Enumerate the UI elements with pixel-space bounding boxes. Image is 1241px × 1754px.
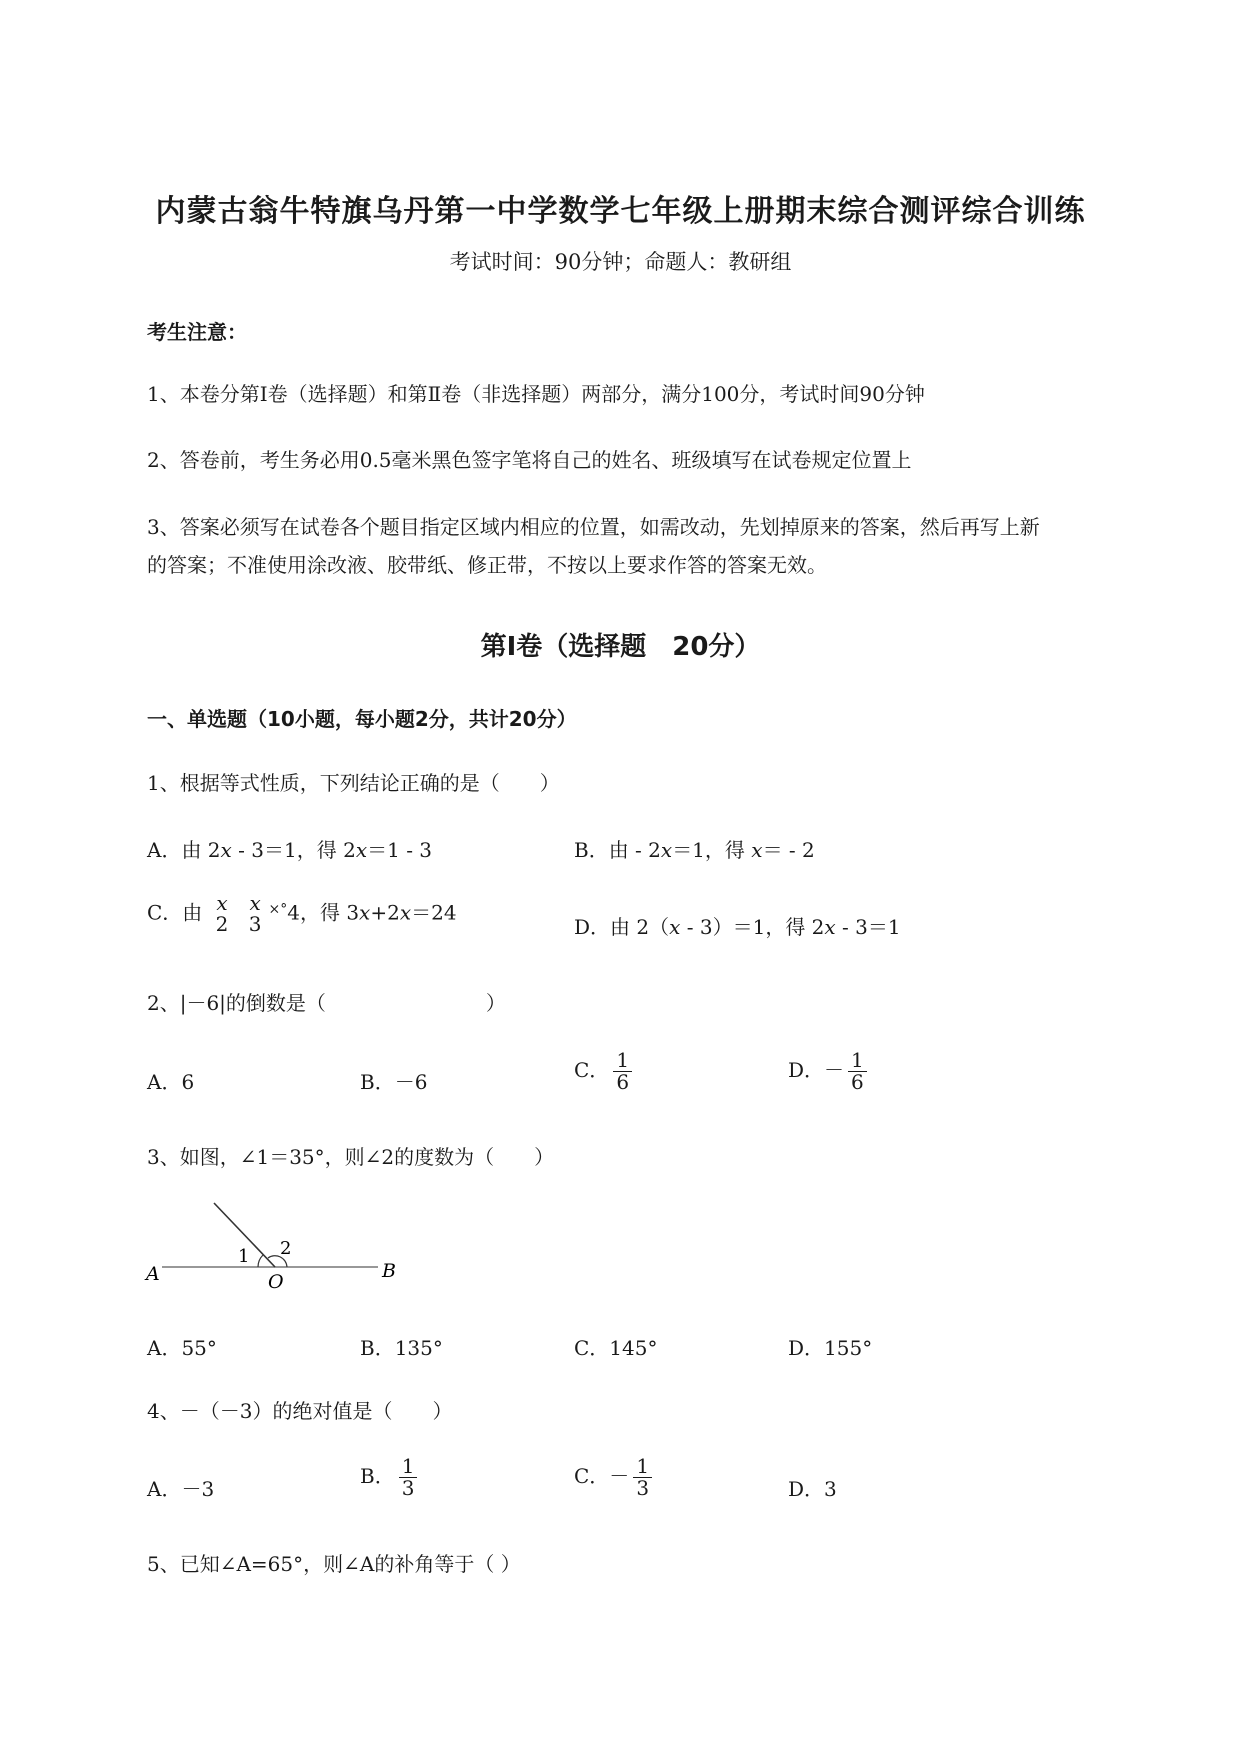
- angle-1-arc: [258, 1255, 263, 1267]
- label-angle-1: 1: [238, 1246, 250, 1267]
- q2-option-b: B．－6: [360, 1070, 428, 1094]
- q2-option-c: C． $\frac{1}{6}$: [574, 1050, 636, 1093]
- q4-option-a: A．－3: [147, 1477, 215, 1501]
- notice-item-3: 3、答案必须写在试卷各个题目指定区域内相应的位置，如需改动，先划掉原来的答案，然后再写上新: [147, 515, 1040, 539]
- question-1-stem: 1、根据等式性质，下列结论正确的是（ ）: [147, 771, 560, 795]
- question-4-stem: 4、－（－3）的绝对值是（ ）: [147, 1399, 453, 1423]
- fraction: $\frac{1}{6}$: [613, 1050, 632, 1093]
- angle-figure: [140, 1195, 410, 1295]
- part-heading: 一、单选题（10小题，每小题2分，共计20分）: [147, 707, 577, 731]
- q3-option-a: A．55°: [147, 1336, 217, 1360]
- question-3-stem: 3、如图，∠1＝35°，则∠2的度数为（ ）: [147, 1145, 555, 1169]
- notice-item-1: 1、本卷分第Ⅰ卷（选择题）和第Ⅱ卷（非选择题）两部分，满分100分，考试时间90分钟: [147, 382, 925, 406]
- q4-option-b: B． $\frac{1}{3}$: [360, 1456, 421, 1499]
- q4-option-c: C．－ $\frac{1}{3}$: [574, 1456, 656, 1499]
- garbled-symbol: ×°: [268, 901, 288, 918]
- q3-option-b: B．135°: [360, 1336, 443, 1360]
- q1-option-b: B．由 - 2x＝1，得 x＝ - 2: [574, 838, 815, 862]
- question-2-stem: 2、|－6|的倒数是（ ）: [147, 991, 506, 1015]
- label-b: B: [382, 1260, 396, 1282]
- fraction: $\frac{1}{6}$: [848, 1050, 867, 1093]
- label-angle-2: 2: [280, 1238, 292, 1259]
- fraction: x 3: [248, 891, 262, 936]
- section-title: 第Ⅰ卷（选择题 20分）: [480, 632, 761, 662]
- q1-option-c: C．由 x 2 x 3 ×°4，得 3x+2x＝24: [147, 891, 457, 936]
- label-a: A: [146, 1263, 160, 1285]
- notice-item-2: 2、答卷前，考生务必用0.5毫米黑色签字笔将自己的姓名、班级填写在试卷规定位置上: [147, 448, 912, 472]
- q4-option-d: D．3: [788, 1477, 837, 1501]
- notice-heading: 考生注意：: [147, 320, 247, 344]
- label-o: O: [268, 1271, 284, 1293]
- exam-subtitle: 考试时间：90分钟；命题人：教研组: [449, 250, 792, 274]
- fraction: x 2: [215, 891, 229, 936]
- question-5-stem: 5、已知∠A=65°，则∠A的补角等于（ ）: [147, 1552, 521, 1576]
- document-title: 内蒙古翁牛特旗乌丹第一中学数学七年级上册期末综合测评综合训练: [155, 194, 1086, 229]
- q3-option-c: C．145°: [574, 1336, 658, 1360]
- q3-option-d: D．155°: [788, 1336, 873, 1360]
- q2-option-d: D．－ $\frac{1}{6}$: [788, 1050, 871, 1093]
- notice-item-3-continued: 的答案；不准使用涂改液、胶带纸、修正带，不按以上要求作答的答案无效。: [147, 553, 827, 577]
- fraction: $\frac{1}{3}$: [633, 1456, 652, 1499]
- q1-option-a: A．由 2x - 3＝1，得 2x＝1 - 3: [147, 838, 433, 862]
- q2-option-a: A．6: [147, 1070, 195, 1094]
- q1-option-d: D．由 2（x - 3）＝1，得 2x - 3＝1: [574, 915, 901, 939]
- fraction: $\frac{1}{3}$: [399, 1456, 418, 1499]
